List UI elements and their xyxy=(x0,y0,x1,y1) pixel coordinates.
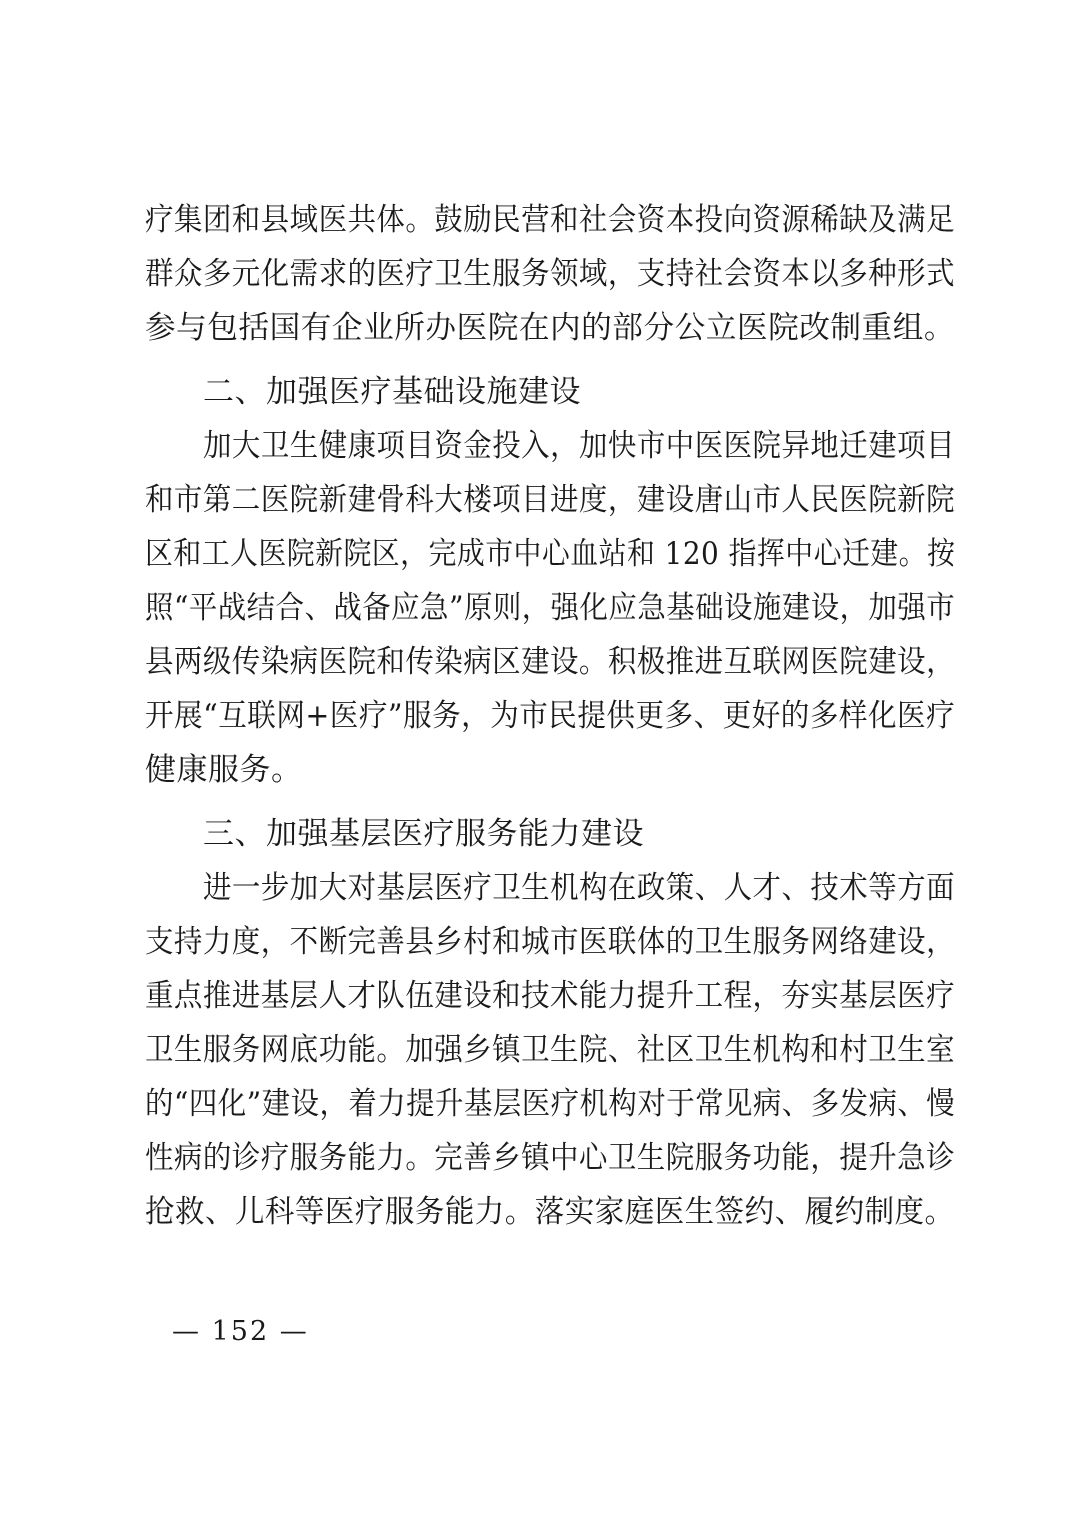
paragraph-line: 和市第二医院新建骨科大楼项目进度，建设唐山市人民医院新院 xyxy=(145,482,955,518)
paragraph-line: 的“四化”建设，着力提升基层医疗机构对于常见病、多发病、慢 xyxy=(145,1086,956,1122)
paragraph-line: 照“平战结合、战备应急”原则，强化应急基础设施建设，加强市 xyxy=(145,590,956,626)
paragraph-line: 县两级传染病医院和传染病区建设。积极推进互联网医院建设， xyxy=(145,644,955,680)
page-number: — 152 — xyxy=(172,1316,309,1347)
paragraph-line: 加大卫生健康项目资金投入，加快市中医医院异地迁建项目 xyxy=(203,428,955,464)
section-heading: 三、加强基层医疗服务能力建设 xyxy=(203,816,644,852)
paragraph-line: 抢救、儿科等医疗服务能力。落实家庭医生签约、履约制度。 xyxy=(145,1194,955,1230)
paragraph-line: 健康服务。 xyxy=(145,752,303,788)
paragraph-line: 疗集团和县域医共体。鼓励民营和社会资本投向资源稀缺及满足 xyxy=(145,202,955,238)
paragraph-line: 群众多元化需求的医疗卫生服务领域，支持社会资本以多种形式 xyxy=(145,256,955,292)
paragraph-line: 参与包括国有企业所办医院在内的部分公立医院改制重组。 xyxy=(145,310,955,346)
paragraph-line: 卫生服务网底功能。加强乡镇卫生院、社区卫生机构和村卫生室 xyxy=(145,1032,955,1068)
section-heading: 二、加强医疗基础设施建设 xyxy=(203,374,581,410)
paragraph-line: 进一步加大对基层医疗卫生机构在政策、人才、技术等方面 xyxy=(203,870,955,906)
paragraph-line: 性病的诊疗服务能力。完善乡镇中心卫生院服务功能，提升急诊 xyxy=(145,1140,955,1176)
paragraph-line: 支持力度，不断完善县乡村和城市医联体的卫生服务网络建设， xyxy=(145,924,955,960)
paragraph-line: 区和工人医院新院区，完成市中心血站和 120 指挥中心迁建。按 xyxy=(145,536,956,572)
paragraph-line: 重点推进基层人才队伍建设和技术能力提升工程，夯实基层医疗 xyxy=(145,978,955,1014)
paragraph-line: 开展“互联网+医疗”服务，为市民提供更多、更好的多样化医疗 xyxy=(145,698,956,734)
